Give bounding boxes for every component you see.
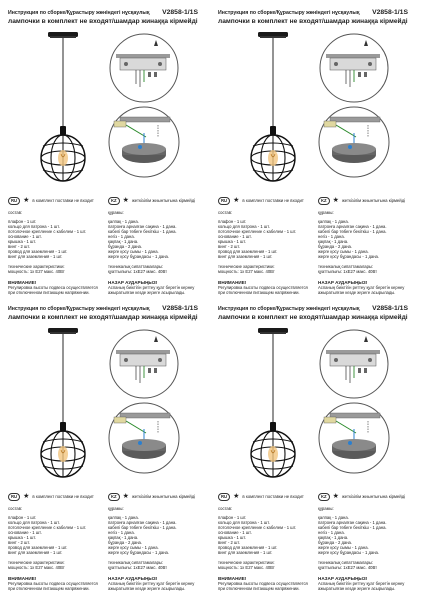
list-item: кабелі бар төбеге бекіткіш - 1 дана. — [108, 525, 177, 530]
list-item: негіз - 1 дана. — [108, 234, 135, 239]
list-item: негіз - 1 дана. — [108, 530, 135, 535]
kz-warning-line: ажыратылған кезде жүзеге асырылады. — [318, 586, 396, 591]
kz-specs-head: техникалық сипаттамалары: — [108, 560, 164, 565]
pendant-lamp-illustration — [28, 326, 98, 486]
list-item: крышка - 1 шт. — [8, 239, 36, 244]
bulbs-note: лампочки в комплект не входят/шамдар жинаққа кірмейді — [218, 314, 408, 321]
kz-warning-head: НАЗАР АУДАРЫҢЫЗ! — [108, 576, 158, 581]
list-item: основание - 1 шт. — [218, 530, 252, 535]
list-item: плафон - 1 шт. — [218, 219, 247, 224]
ru-warning-line: Регулировка высоты подвеса осуществляется — [218, 285, 308, 290]
instruction-sheet — [8, 304, 208, 596]
ru-language-marker — [218, 492, 304, 501]
pendant-lamp-illustration — [238, 30, 308, 190]
list-item: провод для заземления - 1 шт. — [8, 249, 68, 254]
instruction-sheet — [218, 304, 418, 596]
kz-specs-head: техникалық сипаттамалары: — [318, 560, 374, 565]
list-item: винт - 2 шт. — [8, 540, 30, 545]
list-item: бұранда - 2 дана. — [108, 540, 143, 545]
ru-warning-line: Регулировка высоты подвеса осуществляется — [8, 285, 98, 290]
list-item: патронға арналған сақина - 1 дана. — [318, 520, 387, 525]
list-item: жерге қосу бұрандасы - 1 дана. — [108, 254, 170, 259]
list-item: потолочное крепление с кабелем - 1 шт. — [8, 229, 87, 234]
kz-language-marker — [108, 492, 195, 501]
list-item: винт - 2 шт. — [218, 244, 240, 249]
ru-warning-head: ВНИМАНИЕ! — [8, 576, 37, 581]
ru-warning-line: Регулировка высоты подвеса осуществляется — [218, 581, 308, 586]
kz-contents-head: құрамы: — [318, 210, 334, 215]
ru-package-note: в комплект поставки не входит — [242, 494, 304, 499]
kz-package-note: жеткізілім жиынтығына кірмейді — [341, 494, 406, 499]
star-icon: ★ — [122, 493, 129, 500]
list-item: потолочное крепление с кабелем - 1 шт. — [218, 229, 297, 234]
ru-warning-line: Регулировка высоты подвеса осуществляется — [8, 581, 98, 586]
list-item: винт - 2 шт. — [218, 540, 240, 545]
ru-badge: RU — [8, 493, 20, 501]
kz-badge: KZ — [318, 493, 330, 501]
kz-warning-line: ажыратылған кезде жүзеге асырылады. — [108, 586, 186, 591]
sheet-title: Инструкция по сборке/Құрастыру жөніндегі нұсқаулық — [218, 306, 360, 312]
ru-specs: мощность: 1х E27 макс. 40Вт — [218, 565, 275, 570]
list-item: жерге қосу сымы - 1 дана. — [108, 545, 159, 550]
list-item: кабелі бар төбеге бекіткіш - 1 дана. — [318, 525, 387, 530]
kz-language-marker — [318, 492, 405, 501]
list-item: потолочное крепление с кабелем - 1 шт. — [8, 525, 87, 530]
ru-warning-head: ВНИМАНИЕ! — [218, 576, 247, 581]
pendant-lamp-illustration — [28, 30, 98, 190]
list-item: қалпақ - 1 дана. — [108, 515, 139, 520]
ru-language-marker — [218, 196, 304, 205]
model-number: V2858-1/1S — [162, 9, 198, 16]
instruction-sheet — [218, 8, 418, 300]
ru-contents — [8, 210, 104, 295]
list-item: винт для заземления - 1 шт. — [218, 254, 273, 259]
list-item: провод для заземления - 1 шт. — [218, 545, 278, 550]
star-icon: ★ — [233, 197, 240, 204]
list-item: қалпақ - 1 дана. — [318, 219, 349, 224]
list-item: винт для заземления - 1 шт. — [8, 550, 63, 555]
star-icon: ★ — [332, 197, 339, 204]
ru-specs-head: технические характеристики: — [8, 560, 65, 565]
list-item: винт - 2 шт. — [8, 244, 30, 249]
list-item: жерге қосу сымы - 1 дана. — [108, 249, 159, 254]
kz-contents-head: құрамы: — [108, 506, 124, 511]
ru-package-note: в комплект поставки не входит — [242, 198, 304, 203]
ceiling-mount-diagram — [316, 328, 392, 400]
ceiling-mount-diagram — [106, 32, 182, 104]
ru-warning-line: при отключенном питающем напряжении. — [218, 586, 300, 591]
sheet-header — [8, 306, 208, 324]
base-assembly-diagram — [106, 103, 182, 181]
kz-contents — [318, 506, 414, 591]
kz-warning-line: Аспаның биіктігін реттеу қуат беретін кернеу — [318, 581, 405, 586]
ceiling-mount-diagram — [106, 328, 182, 400]
list-item: қақпақ - 1 дана. — [318, 239, 349, 244]
ru-specs: мощность: 1х E27 макс. 40Вт — [218, 269, 275, 274]
list-item: основание - 1 шт. — [8, 530, 42, 535]
list-item: бұранда - 2 дана. — [108, 244, 143, 249]
list-item: негіз - 1 дана. — [318, 530, 345, 535]
sheet-title: Инструкция по сборке/Құрастыру жөніндегі нұсқаулық — [8, 306, 150, 312]
list-item: крышка - 1 шт. — [8, 535, 36, 540]
list-item: плафон - 1 шт. — [8, 515, 37, 520]
list-item: основание - 1 шт. — [8, 234, 42, 239]
kz-contents-head: құрамы: — [318, 506, 334, 511]
kz-contents — [108, 210, 204, 295]
star-icon: ★ — [23, 197, 30, 204]
list-item: винт для заземления - 1 шт. — [8, 254, 63, 259]
ru-contents-head: состав: — [218, 210, 233, 215]
list-item: плафон - 1 шт. — [8, 219, 37, 224]
bulbs-note: лампочки в комплект не входят/шамдар жинаққа кірмейді — [218, 18, 408, 25]
list-item: провод для заземления - 1 шт. — [8, 545, 68, 550]
list-item: кольцо для патрона - 1 шт. — [218, 224, 270, 229]
kz-warning-line: Аспаның биіктігін реттеу қуат беретін кернеу — [108, 581, 195, 586]
bulbs-note: лампочки в комплект не входят/шамдар жинаққа кірмейді — [8, 314, 198, 321]
list-item: патронға арналған сақина - 1 дана. — [318, 224, 387, 229]
star-icon: ★ — [233, 493, 240, 500]
kz-package-note: жеткізілім жиынтығына кірмейді — [341, 198, 406, 203]
ru-contents — [8, 506, 104, 591]
ru-specs-head: технические характеристики: — [8, 264, 65, 269]
kz-warning-head: НАЗАР АУДАРЫҢЫЗ! — [318, 280, 368, 285]
instruction-sheet — [8, 8, 208, 300]
kz-specs: қуаттылығы: 1xE27 макс. 40Вт — [318, 269, 378, 274]
list-item: крышка - 1 шт. — [218, 535, 246, 540]
list-item: кольцо для патрона - 1 шт. — [218, 520, 270, 525]
kz-warning-line: Аспаның биіктігін реттеу қуат беретін кернеу — [318, 285, 405, 290]
star-icon: ★ — [332, 493, 339, 500]
list-item: провод для заземления - 1 шт. — [218, 249, 278, 254]
ru-specs-head: технические характеристики: — [218, 264, 275, 269]
list-item: потолочное крепление с кабелем - 1 шт. — [218, 525, 297, 530]
kz-language-marker — [108, 196, 195, 205]
list-item: крышка - 1 шт. — [218, 239, 246, 244]
kz-contents — [108, 506, 204, 591]
sheet-title: Инструкция по сборке/Құрастыру жөніндегі нұсқаулық — [8, 10, 150, 16]
ru-contents-head: состав: — [8, 210, 23, 215]
list-item: қақпақ - 1 дана. — [108, 535, 139, 540]
list-item: основание - 1 шт. — [218, 234, 252, 239]
sheet-header — [218, 10, 418, 28]
ru-warning-line: при отключенном питающем напряжении. — [8, 290, 90, 295]
kz-badge: KZ — [318, 197, 330, 205]
ru-contents-head: состав: — [8, 506, 23, 511]
bulbs-note: лампочки в комплект не входят/шамдар жинаққа кірмейді — [8, 18, 198, 25]
ru-contents — [218, 210, 314, 295]
kz-warning-head: НАЗАР АУДАРЫҢЫЗ! — [108, 280, 158, 285]
ru-badge: RU — [8, 197, 20, 205]
ru-warning-line: при отключенном питающем напряжении. — [8, 586, 90, 591]
list-item: патронға арналған сақина - 1 дана. — [108, 520, 177, 525]
kz-package-note: жеткізілім жиынтығына кірмейді — [131, 494, 196, 499]
list-item: патронға арналған сақина - 1 дана. — [108, 224, 177, 229]
sheet-title: Инструкция по сборке/Құрастыру жөніндегі нұсқаулық — [218, 10, 360, 16]
list-item: жерге қосу бұрандасы - 1 дана. — [318, 550, 380, 555]
pendant-lamp-illustration — [238, 326, 308, 486]
list-item: винт для заземления - 1 шт. — [218, 550, 273, 555]
list-item: бұранда - 2 дана. — [318, 540, 353, 545]
list-item: плафон - 1 шт. — [218, 515, 247, 520]
kz-specs: қуаттылығы: 1xE27 макс. 40Вт — [318, 565, 378, 570]
ru-specs-head: технические характеристики: — [218, 560, 275, 565]
kz-warning-line: ажыратылған кезде жүзеге асырылады. — [318, 290, 396, 295]
kz-specs-head: техникалық сипаттамалары: — [108, 264, 164, 269]
list-item: бұранда - 2 дана. — [318, 244, 353, 249]
base-assembly-diagram — [316, 399, 392, 477]
ru-warning-head: ВНИМАНИЕ! — [218, 280, 247, 285]
ru-language-marker — [8, 492, 94, 501]
ru-package-note: в комплект поставки не входит — [32, 198, 94, 203]
ru-contents-head: состав: — [218, 506, 233, 511]
ru-specs: мощность: 1х E27 макс. 40Вт — [8, 269, 65, 274]
list-item: қалпақ - 1 дана. — [108, 219, 139, 224]
ru-specs: мощность: 1х E27 макс. 40Вт — [8, 565, 65, 570]
sheet-header — [218, 306, 418, 324]
kz-package-note: жеткізілім жиынтығына кірмейді — [131, 198, 196, 203]
base-assembly-diagram — [316, 103, 392, 181]
star-icon: ★ — [23, 493, 30, 500]
list-item: кольцо для патрона - 1 шт. — [8, 520, 60, 525]
list-item: жерге қосу сымы - 1 дана. — [318, 545, 369, 550]
ru-contents — [218, 506, 314, 591]
list-item: кабелі бар төбеге бекіткіш - 1 дана. — [318, 229, 387, 234]
sheet-header — [8, 10, 208, 28]
list-item: жерге қосу бұрандасы - 1 дана. — [318, 254, 380, 259]
base-assembly-diagram — [106, 399, 182, 477]
kz-warning-head: НАЗАР АУДАРЫҢЫЗ! — [318, 576, 368, 581]
kz-badge: KZ — [108, 493, 120, 501]
ceiling-mount-diagram — [316, 32, 392, 104]
kz-specs: қуаттылығы: 1xE27 макс. 40Вт — [108, 269, 168, 274]
list-item: жерге қосу сымы - 1 дана. — [318, 249, 369, 254]
kz-language-marker — [318, 196, 405, 205]
list-item: қақпақ - 1 дана. — [108, 239, 139, 244]
kz-warning-line: Аспаның биіктігін реттеу қуат беретін кернеу — [108, 285, 195, 290]
ru-badge: RU — [218, 197, 230, 205]
star-icon: ★ — [122, 197, 129, 204]
list-item: қақпақ - 1 дана. — [318, 535, 349, 540]
ru-package-note: в комплект поставки не входит — [32, 494, 94, 499]
kz-badge: KZ — [108, 197, 120, 205]
kz-specs: қуаттылығы: 1xE27 макс. 40Вт — [108, 565, 168, 570]
list-item: кабелі бар төбеге бекіткіш - 1 дана. — [108, 229, 177, 234]
model-number: V2858-1/1S — [372, 305, 408, 312]
ru-badge: RU — [218, 493, 230, 501]
list-item: қалпақ - 1 дана. — [318, 515, 349, 520]
kz-warning-line: ажыратылған кезде жүзеге асырылады. — [108, 290, 186, 295]
list-item: жерге қосу бұрандасы - 1 дана. — [108, 550, 170, 555]
list-item: негіз - 1 дана. — [318, 234, 345, 239]
ru-warning-head: ВНИМАНИЕ! — [8, 280, 37, 285]
list-item: кольцо для патрона - 1 шт. — [8, 224, 60, 229]
ru-language-marker — [8, 196, 94, 205]
model-number: V2858-1/1S — [372, 9, 408, 16]
kz-specs-head: техникалық сипаттамалары: — [318, 264, 374, 269]
ru-warning-line: при отключенном питающем напряжении. — [218, 290, 300, 295]
kz-contents-head: құрамы: — [108, 210, 124, 215]
kz-contents — [318, 210, 414, 295]
model-number: V2858-1/1S — [162, 305, 198, 312]
